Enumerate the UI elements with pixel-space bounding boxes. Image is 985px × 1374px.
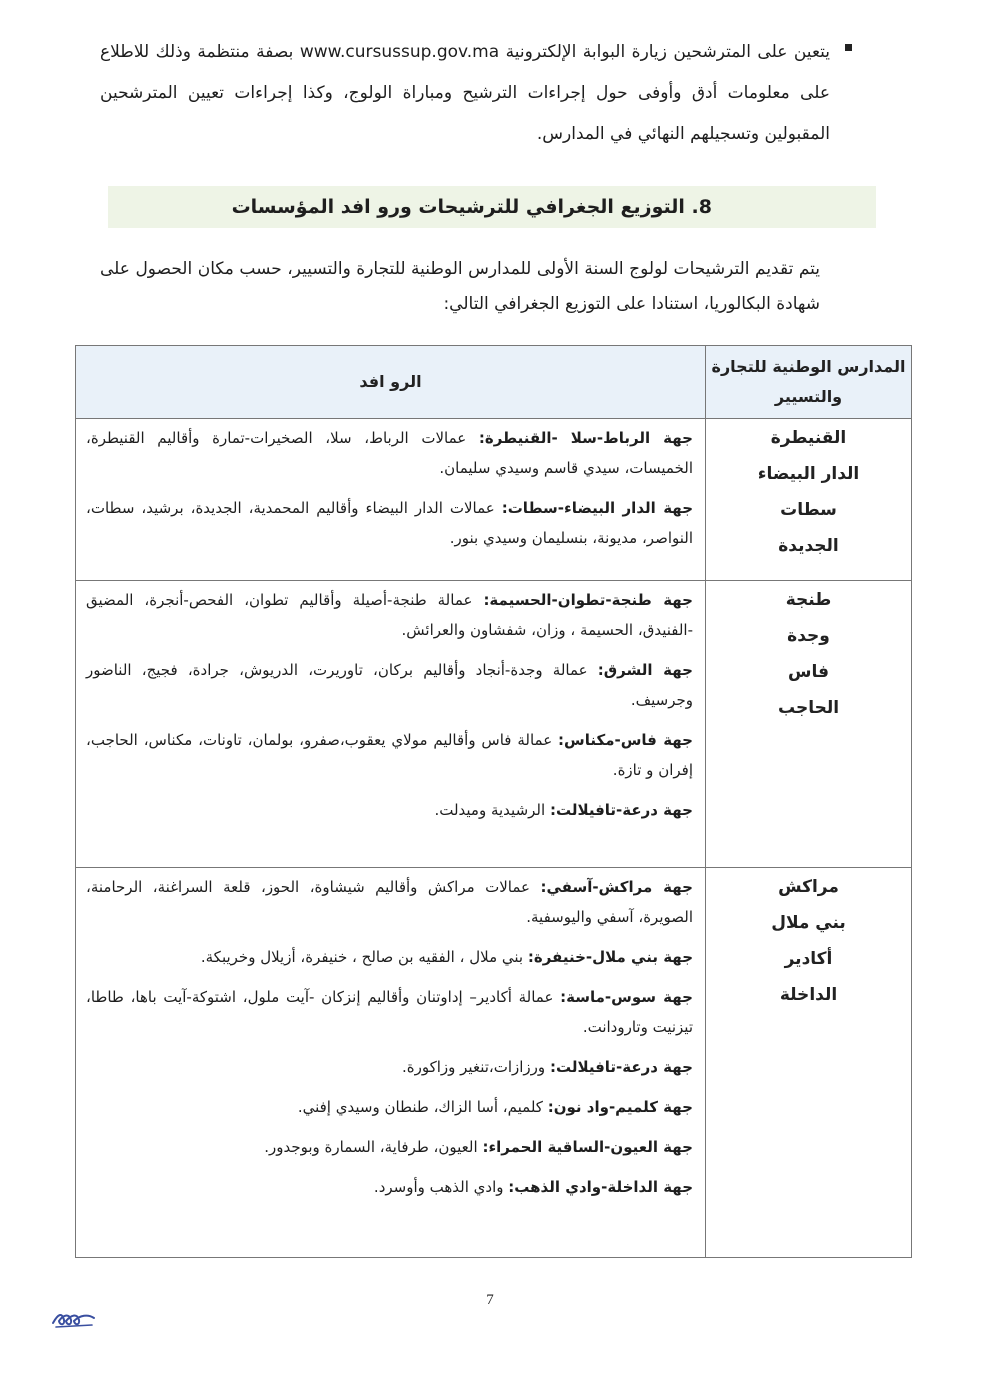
school-name: الداخلة (779, 985, 838, 1005)
region-entry (86, 1172, 693, 1202)
school-name: مراكش (778, 877, 839, 897)
region-entry (86, 585, 693, 645)
region-entry (86, 1092, 693, 1122)
lead-paragraph: يتم تقديم الترشيحات لولوج السنة الأولى للمدارس الوطنية للتجارة والتسيير، حسب مكان الحصول على شهادة البكالوريا، استنادا على التوزيع الجغرافي التالي: (100, 259, 820, 314)
schools-cell (706, 419, 912, 581)
school-name: الحاجب (777, 698, 840, 718)
region-name: جهة العيون-الساقية الحمراء: (482, 1138, 693, 1156)
region-name: جهة سوس-ماسة: (560, 988, 693, 1006)
region-entry (86, 725, 693, 785)
region-name: جهة الدار البيضاء-سطات: (501, 499, 694, 517)
region-text: عمالات الدار البيضاء وأقاليم المحمدية، الجديدة، برشيد، سطات، النواصر، مديونة، بنسليمان وسيدي بنور. (86, 499, 693, 547)
region-text: عمالات الرباط، سلا، الصخيرات-تمارة وأقاليم القنيطرة، الخميسات، سيدي قاسم وسيدي سليمان. (86, 429, 693, 477)
handwritten-initials-icon (50, 1306, 100, 1332)
region-name: جهة فاس-مكناس: (558, 731, 693, 749)
region-name: جهة الشرق: (597, 661, 693, 679)
page-number: 7 (486, 1292, 494, 1308)
region-name: جهة بني ملال-خنيفرة: (527, 948, 693, 966)
region-name: جهة مراكش-آسفي: (540, 878, 693, 896)
region-text: عمالات مراكش وأقاليم شيشاوة، الحوز، قلعة السراغنة، الرحامنة، الصويرة، آسفي واليوسفية. (86, 878, 693, 926)
bullet-square-icon (845, 44, 852, 51)
region-entry (86, 1052, 693, 1082)
intro-paragraph (100, 32, 830, 155)
region-text: الرشيدية وميدلت. (434, 801, 546, 819)
table-row (76, 419, 912, 581)
school-name: القنيطرة (770, 428, 847, 448)
school-name: فاس (788, 662, 829, 682)
regions-cell (76, 581, 706, 868)
school-name: طنجة (785, 590, 832, 610)
region-entry (86, 942, 693, 972)
table-row (76, 868, 912, 1258)
region-text: العيون، طرفاية، السمارة وبوجدور. (264, 1138, 478, 1156)
region-text: عمالة طنجة-أصيلة وأقاليم تطوان، الفحص-أنجرة، المضيق -الفنيدق، الحسيمة ، وزان، شفشاون والعرائش. (86, 591, 693, 639)
region-entry (86, 872, 693, 932)
region-entry (86, 493, 693, 553)
region-text: عمالة وجدة-أنجاد وأقاليم بركان، تاوريرت، الدريوش، جرادة، فجيج، الناضور وجرسيف. (86, 661, 693, 709)
table-header-row (76, 346, 912, 419)
region-text: بني ملال ، الفقيه بن صالح ، خنيفرة، أزيلال وخريبكة. (200, 948, 524, 966)
school-name: أكادير (784, 949, 833, 969)
region-entry (86, 423, 693, 483)
region-text: كلميم، أسا الزاك، طنطان وسيدي إفني. (297, 1098, 543, 1116)
school-name: بني ملال (771, 913, 846, 933)
section-title: 8. التوزيع الجغرافي للترشيحات ورو افد المؤسسات (231, 196, 712, 218)
distribution-table (75, 345, 912, 1258)
school-name: الدار البيضاء (757, 464, 860, 484)
regions-cell (76, 419, 706, 581)
region-text: ورزازات،تنغير وزاكورة. (401, 1058, 546, 1076)
region-name: جهة كلميم-واد نون: (547, 1098, 693, 1116)
intro-text: يتعين على المترشحين زيارة البوابة الإلكترونية www.cursussup.gov.ma بصفة منتظمة وذلك للاطلاع على معلومات أدق وأوفى حول إجراءات الترشيح ومباراة الولوج، وكذا إجراءات تعيين المترشحين المقبولين وتسجيلهم النهائي في المدارس. (100, 42, 831, 144)
schools-cell (706, 868, 912, 1258)
region-entry (86, 795, 693, 825)
school-name: وجدة (787, 626, 830, 646)
region-entry (86, 655, 693, 715)
table-row (76, 581, 912, 868)
region-name: جهة درعة-تافيلالت: (549, 1058, 693, 1076)
schools-cell (706, 581, 912, 868)
region-entry (86, 1132, 693, 1162)
header-origins: الرو افد (76, 346, 706, 419)
region-name: جهة الداخلة-وادي الذهب: (508, 1178, 693, 1196)
school-name: سطات (780, 500, 837, 520)
region-name: جهة الرباط-سلا -القنيطرة: (478, 429, 693, 447)
school-name: الجديدة (778, 536, 839, 556)
header-schools: المدارس الوطنية للتجارة والتسيير (706, 346, 912, 419)
region-entry (86, 982, 693, 1042)
region-text: وادي الذهب وأوسرد. (373, 1178, 504, 1196)
region-text: عمالة فاس وأقاليم مولاي يعقوب،صفرو، بولمان، تاونات، مكناس، الحاجب، إفران و تازة. (86, 731, 693, 779)
region-name: جهة طنجة-تطوان-الحسيمة: (483, 591, 693, 609)
region-name: جهة درعة-تافيلالت: (549, 801, 693, 819)
regions-cell (76, 868, 706, 1258)
region-text: عمالة أكادير– إداوتنان وأقاليم إنزكان -آيت ملول، اشتوكة-آيت باها، طاطا، تيزنيت وتارودانت. (86, 988, 693, 1036)
